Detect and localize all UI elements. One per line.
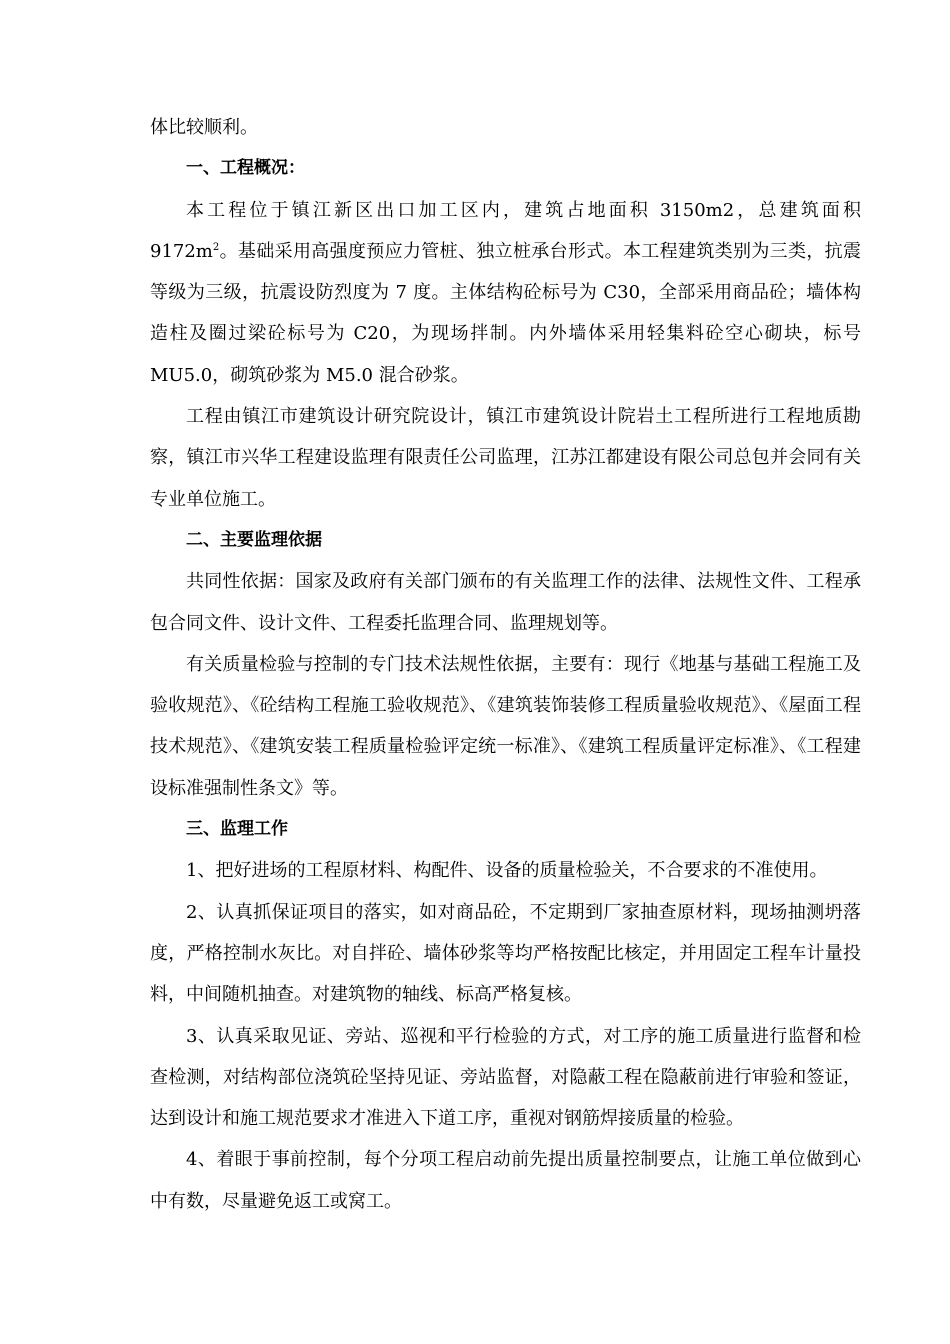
paragraph-work-item-3: 3、认真采取见证、旁站、巡视和平行检验的方式，对工序的施工质量进行监督和检查检测，对结构部位浇筑砼坚持见证、旁站监督，对隐蔽工程在隐蔽前进行审验和签证，达到设计和施工规范要求才准进入下道工序，重视对钢筋焊接质量的检验。: [150, 1025, 861, 1130]
paragraph-continuation: 体比较顺利。: [150, 117, 258, 138]
paragraph-overview-text-b: 。基础采用高强度预应力管桩、独立桩承台形式。本工程建筑类别为三类，抗震等级为三级，抗震设防烈度为 7 度。主体结构砼标号为 C30，全部采用商品砼；墙体构造柱及圈过梁砼标号为 C20，为现场拌制。内外墙体采用轻集料砼空心砌块，标号 MU5.0，砌筑砂浆为 M5.0 混合砂浆。: [150, 240, 861, 386]
section-heading-overview: 一、工程概况：: [186, 158, 305, 179]
paragraph-overview-text-a: 本工程位于镇江新区出口加工区内，建筑占地面积 3150m2，总建筑面积 9172m: [150, 199, 861, 262]
paragraph-common-basis: 共同性依据：国家及政府有关部门颁布的有关监理工作的法律、法规性文件、工程承包合同文件、设计文件、工程委托监理合同、监理规划等。: [150, 571, 861, 634]
paragraph-work-item-4: 4、着眼于事前控制，每个分项工程启动前先提出质量控制要点，让施工单位做到心中有数，尽量避免返工或窝工。: [150, 1149, 861, 1212]
section-heading-basis: 二、主要监理依据: [186, 529, 322, 550]
document-page: [150, 107, 861, 1222]
superscript-2: 2: [212, 241, 220, 253]
paragraph-technical-basis: 有关质量检验与控制的专门技术法规性依据，主要有：现行《地基与基础工程施工及验收规范》、《砼结构工程施工验收规范》、《建筑装饰装修工程质量验收规范》、《屋面工程技术规范》、《建筑安装工程质量检验评定统一标准》、《建筑工程质量评定标准》、《工程建设标准强制性条文》等。: [150, 653, 861, 799]
paragraph-parties: 工程由镇江市建筑设计研究院设计，镇江市建筑设计院岩土工程所进行工程地质勘察，镇江市兴华工程建设监理有限责任公司监理，江苏江都建设有限公司总包并会同有关专业单位施工。: [150, 406, 861, 510]
paragraph-work-item-1: 1、把好进场的工程原材料、构配件、设备的质量检验关，不合要求的不准使用。: [186, 860, 828, 882]
paragraph-work-item-2: 2、认真抓保证项目的落实，如对商品砼，不定期到厂家抽查原材料，现场抽测坍落度，严格控制水灰比。对自拌砼、墙体砂浆等均严格按配比核定，并用固定工程车计量投料，中间随机抽查。对建筑物的轴线、标高严格复核。: [150, 901, 861, 1006]
paragraph-overview: [150, 190, 861, 396]
section-heading-work: 三、监理工作: [186, 819, 288, 840]
